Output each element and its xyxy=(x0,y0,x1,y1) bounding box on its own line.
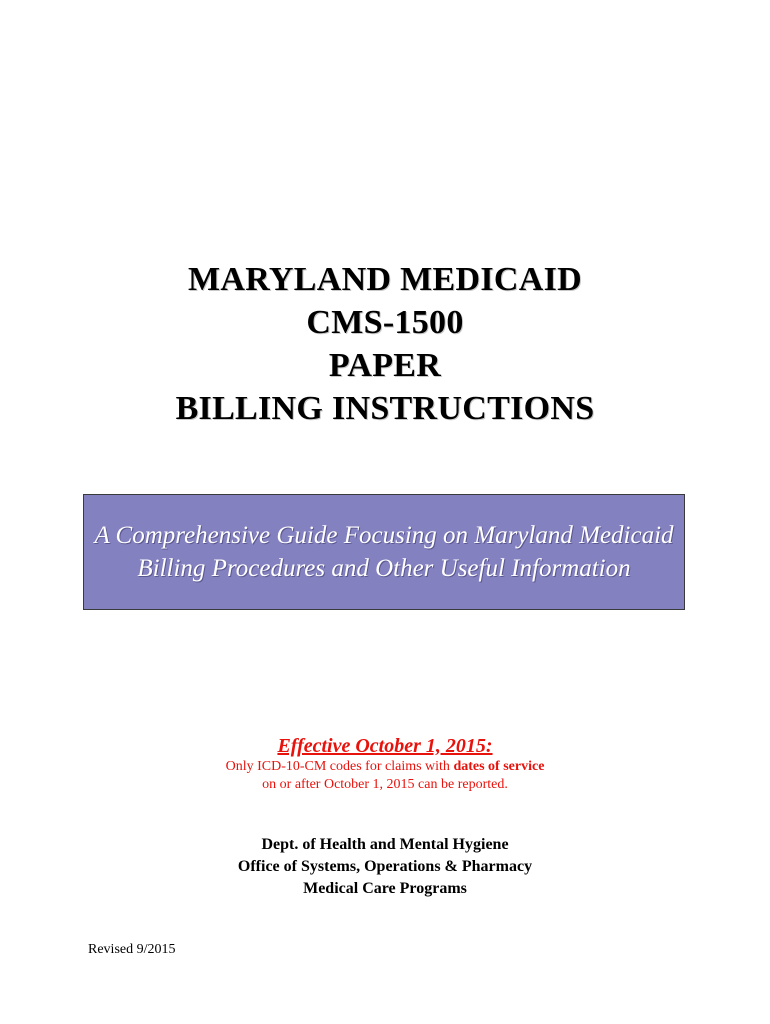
department-line-3: Medical Care Programs xyxy=(303,880,467,897)
title-line-2: CMS-1500 xyxy=(306,304,464,341)
department-line-2: Office of Systems, Operations & Pharmacy xyxy=(237,858,533,875)
department-info xyxy=(0,834,770,900)
effective-note-emphasis: dates of service xyxy=(453,759,545,774)
effective-date-heading: Effective October 1, 2015: xyxy=(277,735,493,757)
revision-date: Revised 9/2015 xyxy=(88,942,176,957)
effective-note-line-1 xyxy=(0,758,770,776)
document-title xyxy=(0,258,770,430)
title-line-3: PAPER xyxy=(328,347,442,384)
effective-date-notice xyxy=(0,734,770,794)
title-line-1: MARYLAND MEDICAID xyxy=(188,261,582,298)
guide-description-box xyxy=(83,494,685,610)
guide-description-text: A Comprehensive Guide Focusing on Maryland Medicaid Billing Procedures and Other Useful Information xyxy=(94,522,674,582)
effective-note-prefix: Only ICD-10-CM codes for claims with xyxy=(225,759,454,774)
title-line-4: BILLING INSTRUCTIONS xyxy=(175,390,595,427)
department-line-1: Dept. of Health and Mental Hygiene xyxy=(261,836,509,853)
effective-note-line-2: on or after October 1, 2015 can be reported. xyxy=(262,777,508,792)
